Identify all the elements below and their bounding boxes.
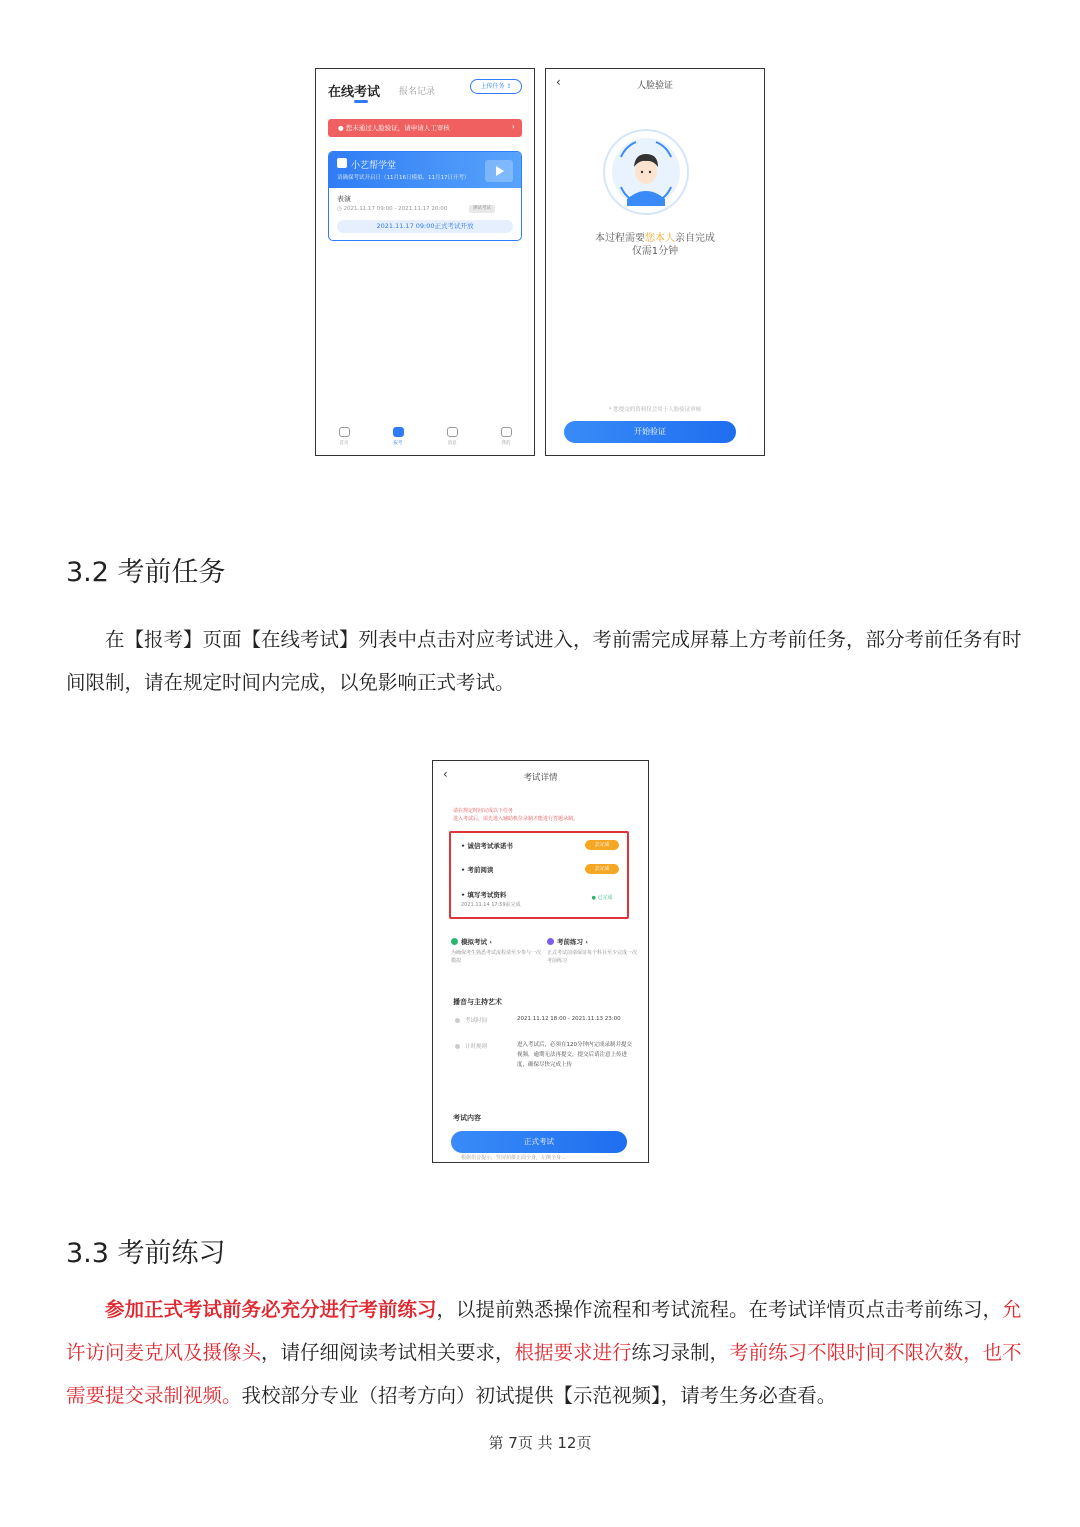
tab-underline bbox=[354, 100, 368, 103]
task-deadline: 2021.11.14 17:59前完成 bbox=[461, 902, 521, 908]
face-duration: 仅需1分钟 bbox=[631, 246, 679, 257]
exam-content-hint: 根据语音提示，竖屏拍摄正面全身，左侧全身... bbox=[461, 1155, 566, 1161]
section-3-2-paragraph: 在【报考】页面【在线考试】列表中点击对应考试进入，考前需完成屏幕上方考前任务，部分考前任务有时间限制，请在规定时间内完成，以免影响正式考试。 bbox=[66, 628, 1022, 694]
section-heading-3-2: 3.2 考前任务 bbox=[66, 557, 226, 588]
alert-message: 您未通过人脸验证，请申请人工审核 bbox=[345, 124, 450, 132]
warning-line-1: 请在规定时间完成以下任务 bbox=[453, 808, 514, 814]
timing-rule-value: 进入考试后，必须在120分钟内完成录制并提交视频，逾期无法再提交，提交后请注意上传进度，确保尽快完成上传 bbox=[517, 1042, 632, 1068]
mock-exam-entry[interactable] bbox=[451, 937, 541, 965]
task-name: • 填写考试资料 bbox=[461, 891, 507, 899]
privacy-note: * 您提交的资料仅会用于人脸验证审核 bbox=[608, 407, 702, 413]
task-name-text: 诚信考试承诺书 bbox=[467, 842, 513, 850]
warning-line-2: 进入考试后，需先进入辅助机位录制才能进行答题录制。 bbox=[453, 816, 579, 822]
exam-time-key: 考试时间 bbox=[465, 1018, 488, 1024]
task-name-text: 填写考试资料 bbox=[467, 891, 507, 899]
start-verify-button[interactable]: 开始验证 bbox=[564, 421, 736, 443]
screenshot-online-exam bbox=[315, 68, 535, 456]
mock-exam-title: 模拟考试 › bbox=[451, 937, 541, 946]
message-icon bbox=[447, 427, 458, 437]
upload-task-button[interactable]: 上传任务 ⇪ bbox=[470, 79, 522, 94]
task-status-badge[interactable]: 去完成 bbox=[585, 840, 619, 850]
task-integrity-pledge[interactable] bbox=[461, 841, 621, 850]
emphasis-requirements: 根据要求进行 bbox=[514, 1341, 632, 1364]
emphasis-permissions: 允许访问麦克风及摄像头 bbox=[66, 1298, 1022, 1364]
exam-subject-title: 播音与主持艺术 bbox=[453, 998, 502, 1006]
timing-rule-key: 计时规则 bbox=[465, 1044, 488, 1050]
page-number: 第 7页 共 12页 bbox=[488, 1434, 592, 1452]
nav-home-label: 首页 bbox=[339, 441, 349, 446]
text-segment: ，请仔细阅读考试相关要求， bbox=[261, 1341, 515, 1364]
nav-messages-label: 消息 bbox=[447, 441, 457, 446]
mock-exam-icon bbox=[451, 938, 458, 945]
task-status-badge: ● 已完成 bbox=[591, 895, 613, 901]
nav-apply[interactable] bbox=[378, 427, 418, 446]
section-3-3-paragraph bbox=[66, 1288, 1026, 1417]
back-arrow-icon[interactable]: ‹ bbox=[556, 75, 561, 89]
pre-exam-tasks-highlight bbox=[449, 831, 629, 919]
time-dot-icon bbox=[455, 1018, 460, 1023]
nav-home[interactable] bbox=[324, 427, 364, 446]
task-name: • 考前阅读 bbox=[461, 866, 494, 874]
nav-profile[interactable] bbox=[486, 427, 526, 446]
screenshot-face-verify bbox=[545, 68, 765, 456]
rule-dot-icon bbox=[455, 1044, 460, 1049]
task-name: • 诚信考试承诺书 bbox=[461, 842, 513, 850]
section-heading-3-3: 3.3 考前练习 bbox=[66, 1238, 226, 1269]
face-avatar-icon bbox=[601, 127, 691, 217]
practice-label: 考前练习 bbox=[557, 938, 583, 946]
practice-title: 考前练习 › bbox=[547, 937, 637, 946]
page-title: 考试详情 bbox=[523, 773, 558, 783]
task-warning bbox=[453, 807, 578, 823]
exam-badge: 测试考试 bbox=[469, 205, 495, 213]
text-segment: 我校部分专业（招考方向）初试提供【示范视频】，请考生务必查看。 bbox=[241, 1384, 837, 1407]
profile-icon bbox=[501, 427, 512, 437]
exam-card[interactable] bbox=[328, 151, 522, 241]
instruction-pre: 本过程需要 bbox=[595, 233, 645, 244]
exam-card-header bbox=[329, 152, 521, 188]
practice-icon bbox=[547, 938, 554, 945]
nav-profile-label: 我的 bbox=[501, 441, 511, 446]
alert-text: ● 您未通过人脸验证，请申请人工审核 bbox=[338, 124, 450, 132]
emphasis-practice: 参加正式考试前务必充分进行考前练习 bbox=[105, 1298, 437, 1321]
task-status-badge[interactable]: 去完成 bbox=[585, 864, 619, 874]
exam-time-value: 2021.11.17 09:00 - 2021.11.17 20:00 bbox=[343, 206, 448, 212]
tab-registration-records[interactable]: 报名记录 bbox=[399, 87, 436, 97]
practice-desc: 正式考试前请保证每个科目至少完成一次考前练习 bbox=[547, 950, 638, 964]
screenshot-exam-details bbox=[432, 760, 649, 1163]
face-verify-alert[interactable] bbox=[328, 119, 522, 137]
formal-exam-button[interactable]: 正式考试 bbox=[451, 1131, 627, 1153]
nav-messages[interactable] bbox=[432, 427, 472, 446]
tab-online-exam[interactable]: 在线考试 bbox=[328, 85, 381, 100]
app-logo-icon bbox=[337, 158, 347, 168]
instruction-highlight: 您本人 bbox=[645, 233, 675, 244]
chevron-right-icon: › bbox=[511, 122, 515, 131]
emphasis-unlimited: 考前练习不限时间不限次数，也不需要提交录制视频。 bbox=[66, 1341, 1022, 1407]
instruction-post: 亲自完成 bbox=[675, 233, 715, 244]
task-name-text: 考前阅读 bbox=[467, 866, 494, 874]
text-segment: 练习录制， bbox=[631, 1341, 730, 1364]
task-status-text: 已完成 bbox=[597, 895, 613, 901]
back-arrow-icon[interactable]: ‹ bbox=[443, 767, 448, 781]
upload-task-label: 上传任务 bbox=[480, 83, 505, 90]
text-segment: ，以提前熟悉操作流程和考试流程。在考试详情页点击考前练习， bbox=[436, 1298, 1003, 1321]
nav-apply-label: 报考 bbox=[393, 441, 403, 446]
page-title: 人脸验证 bbox=[636, 81, 673, 91]
exam-time-value: 2021.11.12 18:00 - 2021.11.13 23:00 bbox=[517, 1016, 621, 1022]
exam-card-name: 小艺帮学堂 bbox=[351, 161, 397, 171]
exam-content-section bbox=[445, 1107, 637, 1127]
exam-open-notice: 2021.11.17 09:00正式考试开放 bbox=[337, 220, 513, 233]
exam-info-section bbox=[445, 989, 637, 1093]
apply-icon bbox=[393, 427, 404, 437]
exam-card-subtitle: 请确保考试开启日（11月16日模拟、11月17日开考） bbox=[337, 175, 470, 181]
mock-exam-desc: 为确保考生熟悉考试流程请至少参与一次模拟 bbox=[451, 950, 542, 964]
exam-time: ◷ 2021.11.17 09:00 - 2021.11.17 20:00 bbox=[337, 206, 448, 212]
home-icon bbox=[339, 427, 350, 437]
play-icon bbox=[485, 160, 513, 182]
exam-content-title: 考试内容 bbox=[453, 1114, 481, 1122]
task-fill-info[interactable] bbox=[461, 890, 621, 908]
bottom-nav bbox=[316, 427, 534, 455]
mock-exam-label: 模拟考试 bbox=[461, 938, 487, 946]
exam-subject: 表演 bbox=[337, 195, 351, 203]
practice-entry[interactable] bbox=[547, 937, 637, 965]
task-pre-reading[interactable] bbox=[461, 865, 621, 874]
